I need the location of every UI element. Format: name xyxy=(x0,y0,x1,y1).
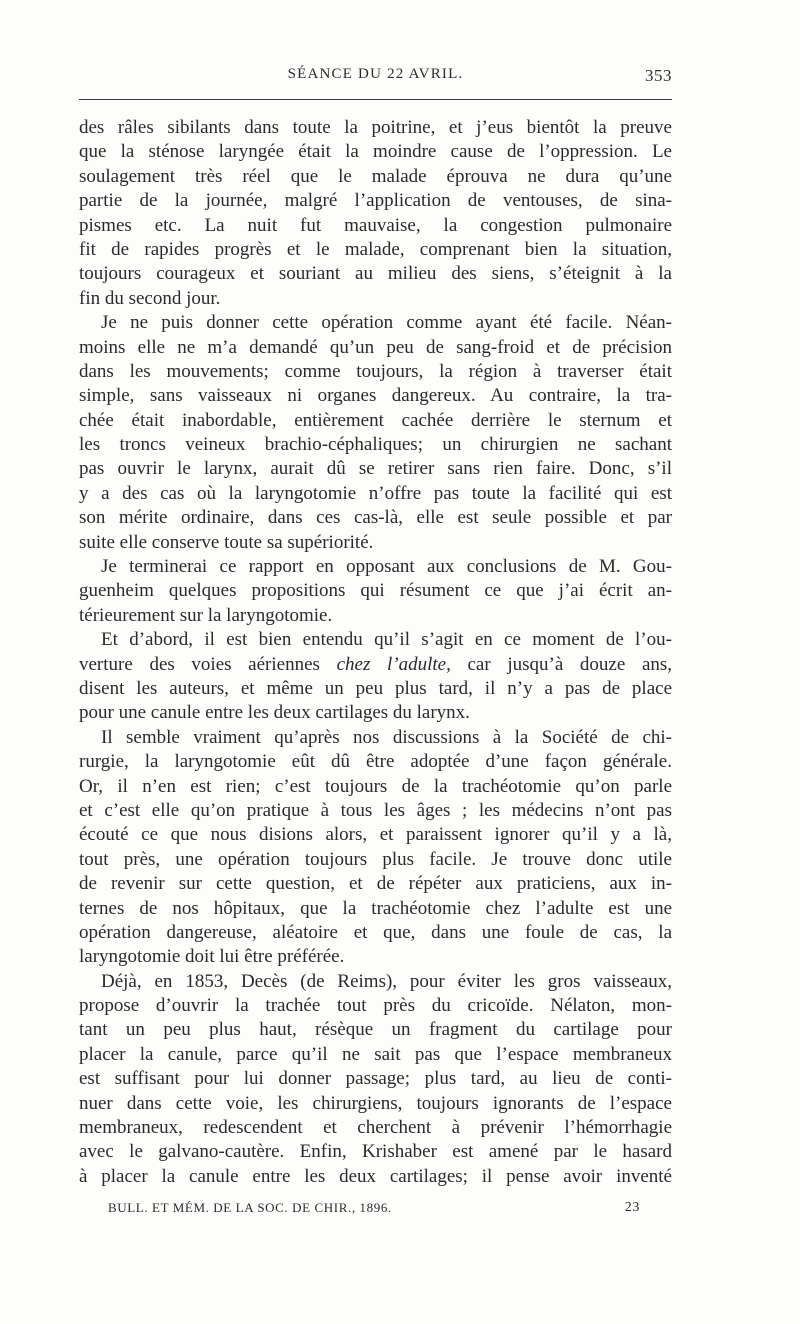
text-line: Je ne puis donner cette opération comme ayant été facile. Néan- xyxy=(101,312,672,334)
running-head xyxy=(79,66,672,90)
text-line: chée était inabordable, entièrement cachée derrière le sternum et xyxy=(79,409,672,431)
text-line: son mérite ordinaire, dans ces cas-là, elle est seule possible et par xyxy=(79,507,672,529)
text-line: à placer la canule entre les deux cartilages; il pense avoir inventé xyxy=(79,1165,672,1187)
text-segment: verture des voies aériennes xyxy=(79,653,320,675)
text-line: toujours courageux et souriant au milieu des siens, s’éteignit à la xyxy=(79,263,672,285)
text-line: térieurement sur la laryngotomie. xyxy=(79,604,333,626)
text-line: Et d’abord, il est bien entendu qu’il s’agit en ce moment de l’ou- xyxy=(101,629,672,651)
text-line: guenheim quelques propositions qui résument ce que j’ai écrit an- xyxy=(79,580,672,602)
text-line: Déjà, en 1853, Decès (de Reims), pour éviter les gros vaisseaux, xyxy=(101,970,672,992)
text-line: propose d’ouvrir la trachée tout près du cricoïde. Nélaton, mon- xyxy=(79,995,672,1017)
text-line: rurgie, la laryngotomie eût dû être adoptée d’une façon générale. xyxy=(79,751,672,773)
text-line: dans les mouvements; comme toujours, la région à traverser était xyxy=(79,360,672,382)
text-line: Je terminerai ce rapport en opposant aux conclusions de M. Gou- xyxy=(101,556,672,578)
text-line: soulagement très réel que le malade éprouva ne dura qu’une xyxy=(79,165,672,187)
page-number: 353 xyxy=(645,66,672,85)
running-title: SÉANCE DU 22 AVRIL. xyxy=(287,66,464,82)
text-line: les troncs veineux brachio-céphaliques; un chirurgien ne sachant xyxy=(79,434,672,456)
text-line: laryngotomie doit lui être préférée. xyxy=(79,946,345,968)
text-line: que la sténose laryngée était la moindre cause de l’oppression. Le xyxy=(79,141,672,163)
text-line: simple, sans vaisseaux ni organes dangereux. Au contraire, la tra- xyxy=(79,385,672,407)
text-line: suite elle conserve toute sa supériorité. xyxy=(79,531,374,553)
text-segment: car jusqu’à douze ans, xyxy=(467,653,672,675)
text-line: avec le galvano-cautère. Enfin, Krishaber est amené par le hasard xyxy=(79,1141,672,1163)
text-line: de revenir sur cette question, et de répéter aux praticiens, aux in- xyxy=(79,873,672,895)
text-line: moins elle ne m’a demandé qu’un peu de sang-froid et de précision xyxy=(79,336,672,358)
text-line-with-emphasis xyxy=(79,653,672,677)
text-line: pas ouvrir le larynx, aurait dû se retirer sans rien faire. Donc, s’il xyxy=(79,458,672,480)
text-line: écouté ce que nous disions alors, et paraissent ignorer qu’il y a là, xyxy=(79,824,672,846)
text-line: opération dangereuse, aléatoire et que, dans une foule de cas, la xyxy=(79,921,672,943)
paragraph xyxy=(79,116,672,311)
paragraph xyxy=(79,726,672,970)
body-text xyxy=(79,116,672,1189)
text-line: des râles sibilants dans toute la poitrine, et j’eus bientôt la preuve xyxy=(79,117,672,138)
text-line: pour une canule entre les deux cartilages du larynx. xyxy=(79,702,470,724)
text-line: Il semble vraiment qu’après nos discussions à la Société de chi- xyxy=(101,726,672,748)
paragraph xyxy=(79,970,672,1190)
emphasis-text: chez l’adulte, xyxy=(336,653,451,675)
header-rule xyxy=(79,99,672,100)
text-line: partie de la journée, malgré l’application de ventouses, de sina- xyxy=(79,190,672,212)
text-line: placer la canule, parce qu’il ne sait pas que l’espace membraneux xyxy=(79,1043,672,1065)
text-line: tant un peu plus haut, résèque un fragment du cartilage pour xyxy=(79,1019,672,1041)
text-line: fin du second jour. xyxy=(79,287,221,309)
text-line: membraneux, redescendent et cherchent à prévenir l’hémorrhagie xyxy=(79,1117,672,1139)
text-line: pismes etc. La nuit fut mauvaise, la congestion pulmonaire xyxy=(79,214,672,236)
text-line: nuer dans cette voie, les chirurgiens, toujours ignorants de l’espace xyxy=(79,1092,672,1114)
text-line: ternes de nos hôpitaux, que la trachéotomie chez l’adulte est une xyxy=(79,897,672,919)
text-line: y a des cas où la laryngotomie n’offre pas toute la facilité qui est xyxy=(79,482,672,504)
page-footer xyxy=(108,1200,640,1222)
paragraph xyxy=(79,628,672,726)
paragraph xyxy=(79,311,672,555)
text-line: disent les auteurs, et même un peu plus tard, il n’y a pas de place xyxy=(79,677,672,699)
signature-number: 23 xyxy=(624,1200,640,1215)
paragraph xyxy=(79,555,672,628)
text-line: fit de rapides progrès et le malade, comprenant bien la situation, xyxy=(79,238,672,260)
text-line: et c’est elle qu’on pratique à tous les âges ; les médecins n’ont pas xyxy=(79,799,672,821)
signature-title: BULL. ET MÉM. DE LA SOC. DE CHIR., 1896. xyxy=(108,1200,392,1215)
text-line: est suffisant pour lui donner passage; plus tard, au lieu de conti- xyxy=(79,1068,672,1090)
text-line: tout près, une opération toujours plus facile. Je trouve donc utile xyxy=(79,848,672,870)
text-line: Or, il n’en est rien; c’est toujours de la trachéotomie qu’on parle xyxy=(79,775,672,797)
